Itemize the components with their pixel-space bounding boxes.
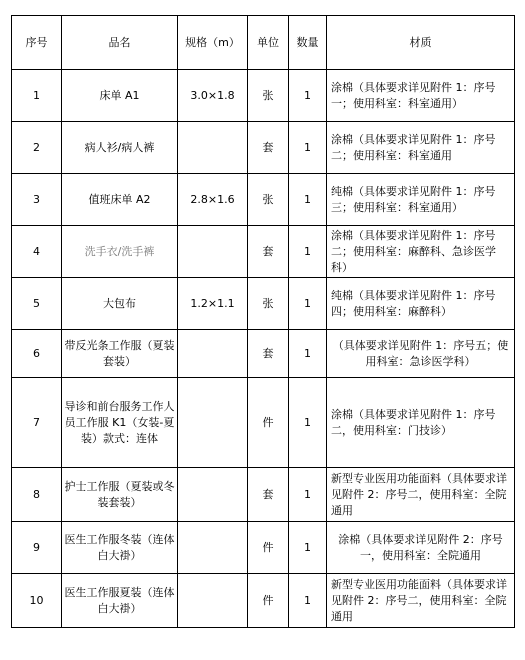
cell-qty: 1 xyxy=(289,70,327,122)
cell-qty: 1 xyxy=(289,278,327,330)
cell-qty: 1 xyxy=(289,174,327,226)
cell-spec xyxy=(178,522,248,574)
cell-material: 纯棉（具体要求详见附件 1：序号四；使用科室：麻醉科） xyxy=(327,278,515,330)
header-name: 品名 xyxy=(62,16,178,70)
cell-unit: 套 xyxy=(248,226,289,278)
table-header-row xyxy=(12,16,515,70)
cell-material: 涂棉（具体要求详见附件 1：序号一；使用科室：科室通用） xyxy=(327,70,515,122)
cell-material: （具体要求详见附件 1：序号五；使用科室：急诊医学科） xyxy=(327,330,515,378)
cell-unit: 张 xyxy=(248,278,289,330)
cell-unit: 张 xyxy=(248,70,289,122)
table-row xyxy=(12,574,515,628)
cell-spec xyxy=(178,330,248,378)
cell-no: 4 xyxy=(12,226,62,278)
cell-material: 新型专业医用功能面料（具体要求详见附件 2：序号二，使用科室：全院通用 xyxy=(327,468,515,522)
table-row xyxy=(12,226,515,278)
cell-qty: 1 xyxy=(289,122,327,174)
cell-material: 涂棉（具体要求详见附件 1：序号二；使用科室：科室通用 xyxy=(327,122,515,174)
cell-material: 涂棉（具体要求详见附件 1：序号二；使用科室：麻醉科、急诊医学科） xyxy=(327,226,515,278)
cell-name: 床单 A1 xyxy=(62,70,178,122)
table-row xyxy=(12,70,515,122)
cell-spec: 1.2×1.1 xyxy=(178,278,248,330)
table-row xyxy=(12,174,515,226)
cell-no: 9 xyxy=(12,522,62,574)
cell-qty: 1 xyxy=(289,226,327,278)
cell-name: 医生工作服夏装（连体白大褂） xyxy=(62,574,178,628)
table-row xyxy=(12,468,515,522)
cell-no: 3 xyxy=(12,174,62,226)
table-row xyxy=(12,522,515,574)
cell-spec: 2.8×1.6 xyxy=(178,174,248,226)
cell-name: 洗手衣/洗手裤 xyxy=(62,226,178,278)
table-row xyxy=(12,378,515,468)
cell-name: 值班床单 A2 xyxy=(62,174,178,226)
cell-unit: 张 xyxy=(248,174,289,226)
cell-unit: 件 xyxy=(248,522,289,574)
cell-material: 新型专业医用功能面料（具体要求详见附件 2：序号二，使用科室：全院通用 xyxy=(327,574,515,628)
cell-spec xyxy=(178,574,248,628)
table-row xyxy=(12,330,515,378)
cell-no: 1 xyxy=(12,70,62,122)
cell-no: 5 xyxy=(12,278,62,330)
cell-name: 病人衫/病人裤 xyxy=(62,122,178,174)
cell-qty: 1 xyxy=(289,522,327,574)
cell-qty: 1 xyxy=(289,468,327,522)
cell-spec xyxy=(178,468,248,522)
cell-no: 10 xyxy=(12,574,62,628)
cell-unit: 套 xyxy=(248,122,289,174)
cell-name: 导诊和前台服务工作人员工作服 K1（女装-夏装）款式：连体 xyxy=(62,378,178,468)
table-row xyxy=(12,122,515,174)
header-qty: 数量 xyxy=(289,16,327,70)
cell-spec xyxy=(178,122,248,174)
header-unit: 单位 xyxy=(248,16,289,70)
cell-unit: 套 xyxy=(248,330,289,378)
cell-no: 7 xyxy=(12,378,62,468)
cell-no: 2 xyxy=(12,122,62,174)
cell-name: 带反光条工作服（夏装套装） xyxy=(62,330,178,378)
cell-name: 护士工作服（夏装或冬装套装） xyxy=(62,468,178,522)
cell-spec xyxy=(178,226,248,278)
header-spec: 规格（m） xyxy=(178,16,248,70)
cell-no: 6 xyxy=(12,330,62,378)
cell-spec: 3.0×1.8 xyxy=(178,70,248,122)
header-material: 材质 xyxy=(327,16,515,70)
product-table xyxy=(11,15,515,628)
cell-material: 涂棉（具体要求详见附件 2：序号一，使用科室：全院通用 xyxy=(327,522,515,574)
cell-unit: 套 xyxy=(248,468,289,522)
product-table-container xyxy=(11,15,515,628)
cell-qty: 1 xyxy=(289,378,327,468)
table-row xyxy=(12,278,515,330)
cell-material: 涂棉（具体要求详见附件 1：序号二，使用科室：门技诊） xyxy=(327,378,515,468)
cell-no: 8 xyxy=(12,468,62,522)
cell-qty: 1 xyxy=(289,574,327,628)
cell-name: 大包布 xyxy=(62,278,178,330)
cell-spec xyxy=(178,378,248,468)
cell-unit: 件 xyxy=(248,574,289,628)
cell-qty: 1 xyxy=(289,330,327,378)
cell-unit: 件 xyxy=(248,378,289,468)
header-no: 序号 xyxy=(12,16,62,70)
cell-name: 医生工作服冬装（连体白大褂） xyxy=(62,522,178,574)
cell-material: 纯棉（具体要求详见附件 1：序号三；使用科室：科室通用） xyxy=(327,174,515,226)
